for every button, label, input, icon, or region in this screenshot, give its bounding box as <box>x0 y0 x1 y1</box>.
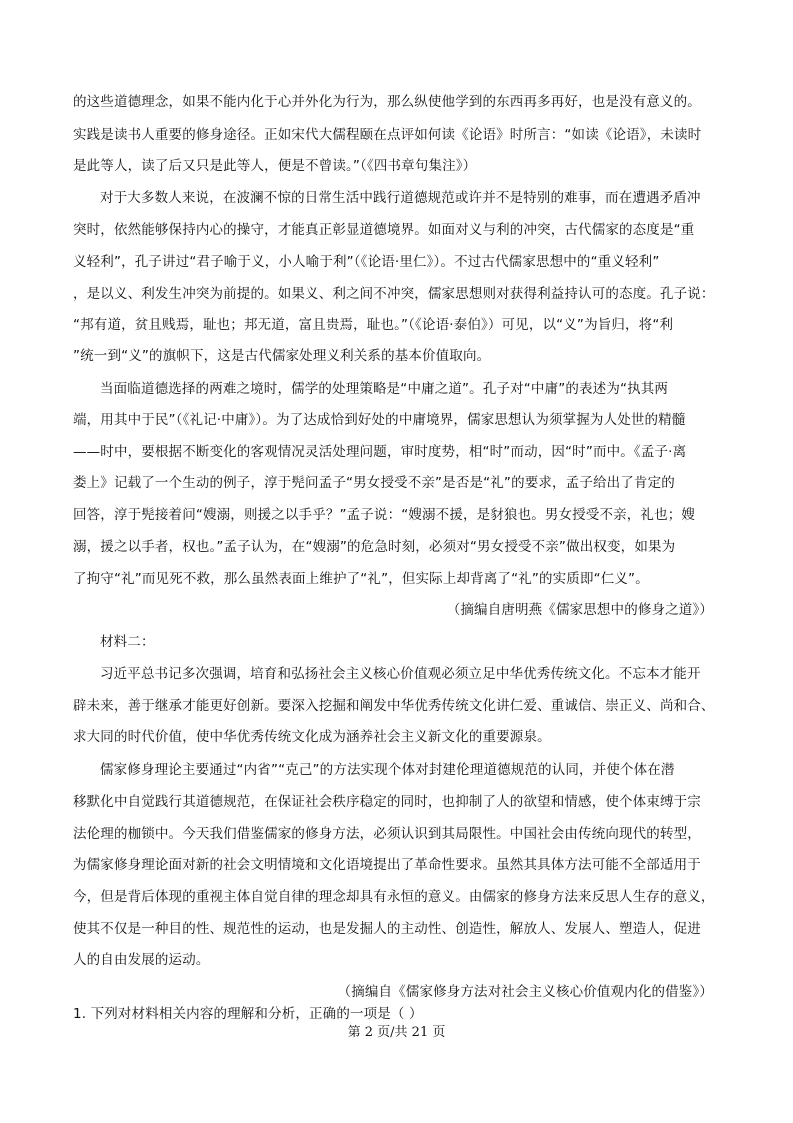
source-citation: （摘编自唐明燕《儒家思想中的修身之道》） <box>446 602 713 618</box>
text-line: 今，但是背后体现的重视主体自觉自律的理念却具有永恒的意义。由儒家的修身方法来反思人生存的意义， <box>73 889 715 905</box>
text-line: 端，用其中于民”（《礼记·中庸》）。为了达成恰到好处的中庸境界，儒家思想认为须掌握为人处世的精髓 <box>73 412 686 428</box>
paragraph-start: 对于大多数人来说，在波澜不惊的日常生活中践行道德规范或许并不是特别的难事，而在遭遇矛盾冲 <box>100 190 701 206</box>
question-stem: 1. 下列对材料相关内容的理解和分析，正确的一项是（ ） <box>73 1006 423 1022</box>
text-line: 使其不仅是一种目的性、规范性的运动，也是发掘人的主动性、创造性，解放人、发展人、塑造人，促进 <box>73 921 701 937</box>
paragraph-start: 儒家修身理论主要通过“内省”“克己”的方法实现个体对封建伦理道德规范的认同，并使个体在潜 <box>100 762 675 778</box>
text-line: 是此等人，读了后又只是此等人，便是不曾读。”（《四书章句集注》） <box>73 158 477 174</box>
text-line: ”统一到“义”的旗帜下，这是古代儒家处理义利关系的基本价值取向。 <box>73 348 491 364</box>
text-line: 了拘守“礼”而见死不救，那么虽然表面上维护了“礼”，但实际上却背离了“礼”的实质即“仁义”。 <box>73 571 649 587</box>
text-line: 溺，援之以手者，权也。”孟子认为，在“嫂溺”的危急时刻，必须对“男女授受不亲”做出权变，如果为 <box>73 539 676 555</box>
text-line: 移默化中自觉践行其道德规范，在保证社会秩序稳定的同时，也抑制了人的欲望和情感，使个体束缚于宗 <box>73 794 701 810</box>
text-line: 义轻利”，孔子讲过“君子喻于义，小人喻于利”（《论语·里仁》）。不过古代儒家思想中的“重义轻利” <box>73 254 660 270</box>
text-line: 辟未来，善于继承才能更好创新。要深入挖掘和阐发中华优秀传统文化讲仁爱、重诚信、崇正义、尚和合、 <box>73 698 715 714</box>
text-line: ，是以义、利发生冲突为前提的。如果义、利之间不冲突，儒家思想则对获得利益持认可的态度。孔子说： <box>73 286 715 302</box>
section-label: 材料二： <box>100 634 155 650</box>
page-number: 第 2 页/共 21 页 <box>347 1025 446 1040</box>
text-line: 娄上》记载了一个生动的例子，淳于髡问孟子“男女授受不亲”是否是“礼”的要求，孟子给出了肯定的 <box>73 475 675 491</box>
text-line: 实践是读书人重要的修身途径。正如宋代大儒程颐在点评如何读《论语》时所言：“如读《论语》，未读时 <box>73 127 702 143</box>
text-line: “邦有道，贫且贱焉，耻也；邦无道，富且贵焉，耻也。”（《论语·泰伯》）可见，以“义”为旨归，将“利 <box>73 317 674 333</box>
text-line: 的这些道德理念，如果不能内化于心并外化为行为，那么纵使他学到的东西再多再好，也是没有意义的。 <box>73 94 701 110</box>
text-line: 为儒家修身理论面对新的社会文明情境和文化语境提出了革命性要求。虽然其具体方法可能不全部适用于 <box>73 857 701 873</box>
text-line: 突时，依然能够保持内心的操守，才能真正彰显道德境界。如面对义与利的冲突，古代儒家的态度是“重 <box>73 222 695 238</box>
text-line: 人的自由发展的运动。 <box>73 952 210 968</box>
paragraph-start: 当面临道德选择的两难之境时，儒学的处理策略是“中庸之道”。孔子对“中庸”的表述为“执其两 <box>100 381 669 397</box>
source-citation: （摘编自《儒家修身方法对社会主义核心价值观内化的借鉴》） <box>337 984 713 1000</box>
paragraph-start: 习近平总书记多次强调，培育和弘扬社会主义核心价值观必须立足中华优秀传统文化。不忘本才能开 <box>100 666 701 682</box>
text-line: 法伦理的枷锁中。今天我们借鉴儒家的修身方法，必须认识到其局限性。中国社会由传统向现代的转型， <box>73 826 701 842</box>
text-line: 求大同的时代价值，使中华优秀传统文化成为涵养社会主义新文化的重要源泉。 <box>73 729 551 745</box>
text-line: 回答，淳于髡接着问“嫂溺，则援之以手乎？”孟子说：“嫂溺不援，是豺狼也。男女授受不亲，礼也；嫂 <box>73 507 696 523</box>
text-line: ——时中，要根据不断变化的客观情况灵活处理问题，审时度势，相“时”而动，因“时”而中。《孟子·离 <box>73 444 687 460</box>
